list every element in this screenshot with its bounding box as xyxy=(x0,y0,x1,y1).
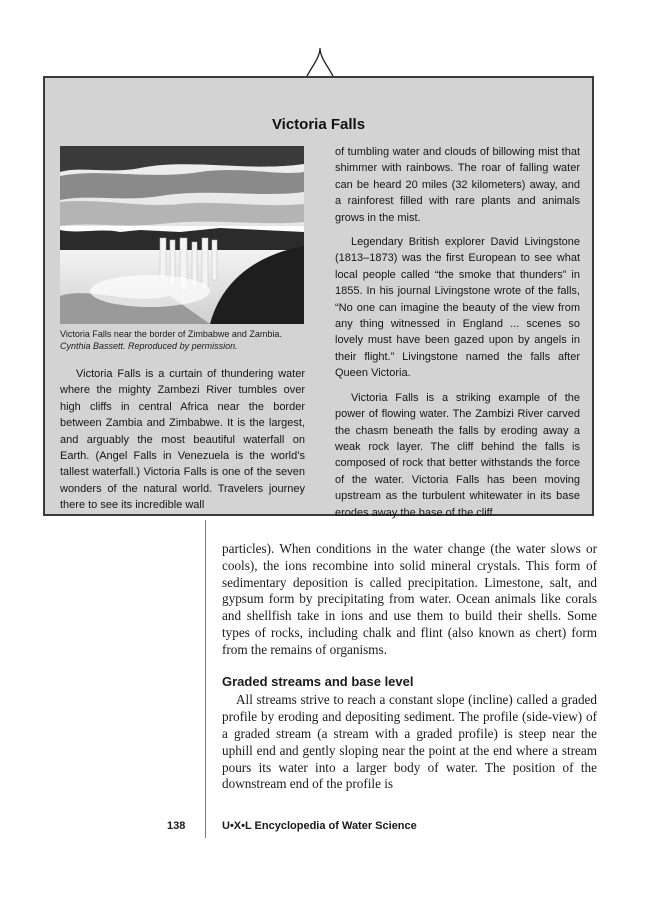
sidebar-box xyxy=(43,76,594,519)
running-footer-title: U•X•L Encyclopedia of Water Science xyxy=(222,820,417,832)
main-body-text xyxy=(222,541,597,793)
victoria-falls-photo xyxy=(60,146,304,324)
page-number: 138 xyxy=(167,820,186,832)
body-paragraph: particles). When conditions in the water change (the water slows or cools), the ions recombine into solid mineral crystals. This form of sedimentary deposition is called precipitation. Limestone, salt, and gypsum form by precipitating from water. Ocean animals like corals and shellfish take in ions and use them to build their shells. Some types of rocks, including chalk and flint (also known as chert) form from the remains of organisms. xyxy=(222,541,597,657)
margin-rule xyxy=(205,520,206,838)
photo-caption xyxy=(60,328,310,352)
sidebar-title: Victoria Falls xyxy=(271,116,366,133)
section-heading: Graded streams and base level xyxy=(222,673,414,689)
sidebar-paragraph: of tumbling water and clouds of billowing mist that shimmer with rainbows. The roar of falling water can be heard 20 miles (32 kilometers) away, and a rainforest filled with rare plants and animals grows in the mist. xyxy=(335,146,580,224)
caption-text: Victoria Falls near the border of Zimbabwe and Zambia. xyxy=(60,329,282,339)
body-paragraph: All streams strive to reach a constant slope (incline) called a graded profile by eroding and depositing sediment. The profile (side-view) of a graded stream (a stream with a graded profile) is steep near the uphill end and gently sloping near the point at the end where a stream pours its water into a larger body of water. The position of the downstream end of the profile is xyxy=(222,692,597,792)
sidebar-paragraph: Legendary British explorer David Livingstone (1813–1873) was the first European to see what local people called “the smoke that thunders” in 1855. In his journal Livingstone wrote of the falls, “No one can imagine the beauty of the view from any thing witnessed in England ... scenes so lovely must have been gazed upon by angels in their flight.” Livingstone named the falls after Queen Victoria. xyxy=(335,236,580,380)
photo-credit: Cynthia Bassett. Reproduced by permission. xyxy=(60,341,238,351)
sidebar-paragraph: Victoria Falls is a striking example of the power of flowing water. The Zambizi River carved the chasm beneath the falls by eroding away a weak rock layer. The cliff behind the falls is composed of rock that better withstands the force of the water. Victoria Falls has been moving upstream as the turbulent whitewater in its base erodes away the base of the cliff. xyxy=(335,391,580,519)
sidebar-left-column xyxy=(60,366,305,514)
sidebar-right-column xyxy=(335,144,580,521)
sidebar-paragraph: Victoria Falls is a curtain of thundering water where the mighty Zambezi River tumbles over high cliffs in central Africa near the border between Zambia and Zimbabwe. It is the largest, and arguably the most beautiful waterfall on Earth. (Angel Falls in Venezuela is the world’s tallest waterfall.) Victoria Falls is one of the seven wonders of the natural world. Travelers journey there to see its incredible wall xyxy=(60,368,305,512)
